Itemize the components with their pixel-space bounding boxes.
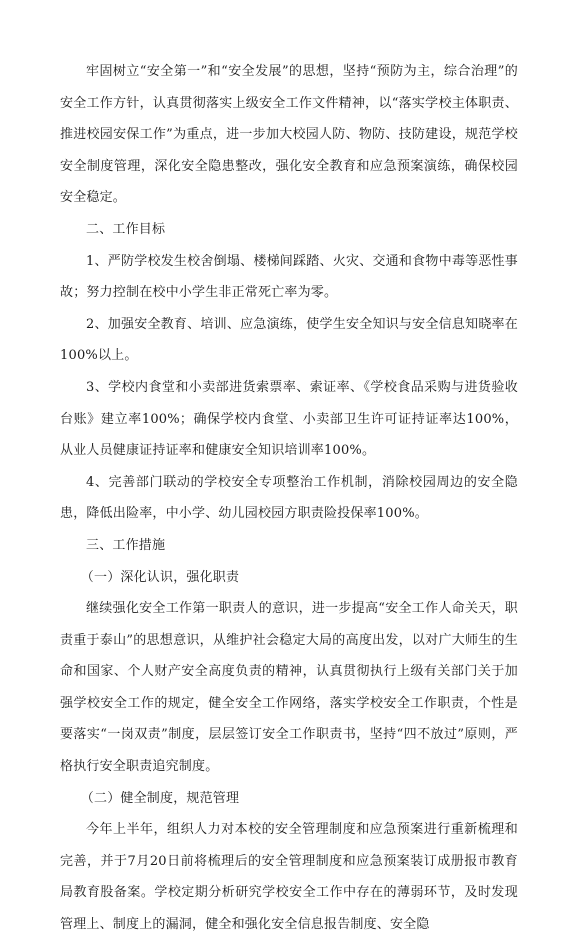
subheading-measure-2: （二）健全制度，规范管理 — [80, 790, 240, 806]
section-heading-measures: 三、工作措施 — [86, 537, 166, 553]
goal-item-2: 2、加强安全教育、培训、应急演练，使学生安全知识与安全信息知晓率在100%以上。 — [60, 316, 518, 364]
goal-item-3: 3、学校内食堂和小卖部进货索票率、索证率、《学校食品采购与进货验收台账》建立率100%；确保学校内食堂、小卖部卫生许可证持证率达100%，从业人员健康证持证率和健康安全知识培训率100%。 — [60, 379, 518, 459]
intro-paragraph: 牢固树立“安全第一”和“安全发展”的思想，坚持“预防为主，综合治理”的安全工作方针，认真贯彻落实上级安全工作文件精神，以“落实学校主体职责、推进校园安保工作”为重点，进一步加大校园人防、物防、技防建设，规范学校安全制度管理，深化安全隐患整改，强化安全教育和应急预案演练，确保校园安全稳定。 — [60, 64, 518, 206]
measure-1-paragraph: 继续强化安全工作第一职责人的意识，进一步提高“安全工作人命关天，职责重于泰山”的思想意识，从维护社会稳定大局的高度出发，以对广大师生的生命和国家、个人财产安全高度负责的精神，认真贯彻执行上级有关部门关于加强学校安全工作的规定，健全安全工作网络，落实学校安全工作职责，个性是要落实“一岗双责”制度，层层签订安全工作职责书，坚持“四不放过”原则，严格执行安全职责追究制度。 — [60, 601, 518, 775]
goal-item-4: 4、完善部门联动的学校安全专项整治工作机制，消除校园周边的安全隐患，降低出险率，中小学、幼儿园校园方职责险投保率100%。 — [60, 474, 518, 522]
goal-item-1: 1、严防学校发生校舍倒塌、楼梯间踩踏、火灾、交通和食物中毒等恶性事故；努力控制在校中小学生非正常死亡率为零。 — [60, 253, 518, 301]
measure-2-paragraph: 今年上半年，组织人力对本校的安全管理制度和应急预案进行重新梳理和完善，并于7月20日前将梳理后的安全管理制度和应急预案装订成册报市教育局教育股备案。学校定期分析研究学校安全工作中存在的薄弱环节，及时发现管理上、制度上的漏洞，健全和强化安全信息报告制度、安全隐 — [60, 822, 518, 933]
subheading-measure-1: （一）深化认识，强化职责 — [80, 569, 240, 585]
section-heading-goals: 二、工作目标 — [86, 221, 166, 237]
